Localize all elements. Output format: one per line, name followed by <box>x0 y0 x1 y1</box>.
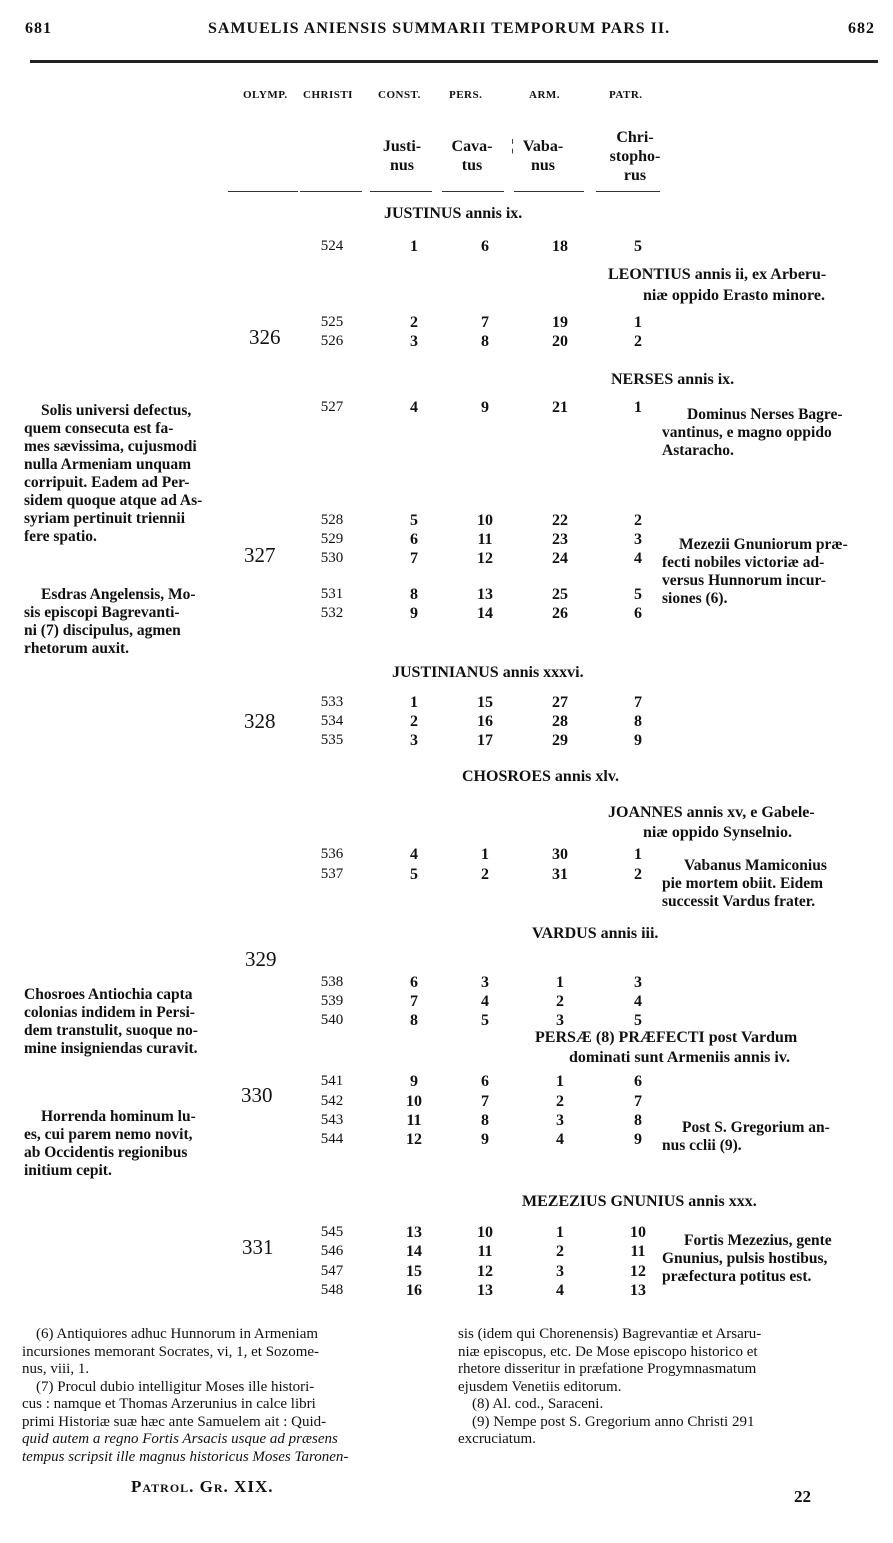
year-pers: 4 <box>481 993 489 1010</box>
year-const: 7 <box>410 993 418 1010</box>
year-const: 15 <box>406 1263 422 1280</box>
year-christi: 546 <box>320 1243 344 1259</box>
year-christi: 540 <box>320 1012 344 1028</box>
rule-const <box>370 191 432 192</box>
year-const: 9 <box>410 1073 418 1090</box>
year-const: 16 <box>406 1282 422 1299</box>
page-number-left: 681 <box>25 20 52 37</box>
footnotes-right: sis (idem qui Chorenensis) Bagrevantiæ et Arsaru- niæ episcopus, etc. De Mose episcopo historico et rhetore disseritur in præfatione Progymnasmatum ejusdem Venetiis editorum. (8) Al. cod., Saraceni. (9) Nempe post S. Gregorium anno Christi 291 excruciatum. <box>458 1326 762 1447</box>
year-arm: 2 <box>556 1243 564 1260</box>
year-pers: 9 <box>481 399 489 416</box>
year-const: 11 <box>406 1112 422 1129</box>
year-patr: 8 <box>634 713 642 730</box>
year-arm: 19 <box>552 314 568 331</box>
year-patr: 4 <box>634 993 642 1010</box>
year-arm: 26 <box>552 605 568 622</box>
year-patr: 9 <box>634 1131 642 1148</box>
year-arm: 3 <box>556 1112 564 1129</box>
year-christi: 538 <box>320 974 344 990</box>
year-arm: 1 <box>556 1224 564 1241</box>
year-pers: 12 <box>477 1263 493 1280</box>
sub-pers: Cava- tus <box>451 138 493 174</box>
year-const: 13 <box>406 1224 422 1241</box>
note-solis: Solis universi defectus, quem consecuta est fa- mes sævissima, cujusmodi nulla Armeniam unquam corripuit. Eadem ad Per- sidem quoque atque ad As- syriam pertinuit triennii fere spatio. <box>24 402 203 545</box>
year-pers: 7 <box>481 1093 489 1110</box>
running-title: SAMUELIS ANIENSIS SUMMARII TEMPORUM PARS II. <box>208 20 671 37</box>
year-pers: 3 <box>481 974 489 991</box>
olympiad-326: 326 <box>249 325 281 349</box>
olympiad-328: 328 <box>244 709 276 733</box>
sheet-number: 22 <box>794 1487 811 1506</box>
year-christi: 525 <box>320 314 344 330</box>
year-pers: 15 <box>477 694 493 711</box>
note-chosroes: Chosroes Antiochia capta colonias indidem in Persi- dem transtulit, suoque no- mine insigniendas curavit. <box>24 986 198 1057</box>
reign-leontius-1: LEONTIUS annis ii, ex Arberu- <box>608 266 827 283</box>
year-const: 6 <box>410 531 418 548</box>
year-arm: 4 <box>556 1282 564 1299</box>
year-christi: 535 <box>320 732 344 748</box>
year-christi: 544 <box>320 1131 344 1147</box>
reign-vardus: VARDUS annis iii. <box>532 925 659 942</box>
year-arm: 2 <box>556 1093 564 1110</box>
year-pers: 13 <box>477 586 493 603</box>
year-christi: 534 <box>320 713 344 729</box>
year-pers: 11 <box>477 531 493 548</box>
year-pers: 12 <box>477 550 493 567</box>
year-christi: 539 <box>320 993 344 1009</box>
col-const: CONST. <box>378 89 421 101</box>
year-patr: 10 <box>630 1224 646 1241</box>
year-arm: 18 <box>552 238 568 255</box>
year-pers: 5 <box>481 1012 489 1029</box>
year-christi: 541 <box>320 1073 344 1089</box>
year-patr: 13 <box>630 1282 646 1299</box>
year-patr: 8 <box>634 1112 642 1129</box>
sub-const: Justi- nus <box>382 138 422 174</box>
year-christi: 545 <box>320 1224 344 1240</box>
note-vabanus: Vabanus Mamiconius pie mortem obiit. Eidem successit Vardus frater. <box>662 857 827 910</box>
year-arm: 31 <box>552 866 568 883</box>
year-christi: 543 <box>320 1112 344 1128</box>
reign-persae-1: PERSÆ (8) PRÆFECTI post Vardum <box>535 1029 798 1046</box>
note-horrenda: Horrenda hominum lu- es, cui parem nemo novit, ab Occidentis regionibus initium cepit. <box>24 1108 196 1179</box>
year-patr: 7 <box>634 694 642 711</box>
year-pers: 8 <box>481 333 489 350</box>
year-pers: 10 <box>477 512 493 529</box>
year-arm: 1 <box>556 974 564 991</box>
olympiad-329: 329 <box>245 947 277 971</box>
year-const: 9 <box>410 605 418 622</box>
year-arm: 3 <box>556 1263 564 1280</box>
year-pers: 7 <box>481 314 489 331</box>
reign-leontius-2: niæ oppido Erasto minore. <box>643 287 825 304</box>
reign-justinianus: JUSTINIANUS annis xxxvi. <box>392 664 584 681</box>
year-patr: 5 <box>634 1012 642 1029</box>
col-arm: ARM. <box>529 89 561 101</box>
year-const: 14 <box>406 1243 422 1260</box>
year-christi: 524 <box>320 238 344 254</box>
year-patr: 3 <box>634 531 642 548</box>
year-christi: 531 <box>320 586 344 602</box>
year-const: 1 <box>410 694 418 711</box>
year-pers: 6 <box>481 238 489 255</box>
sub-arm: Vaba- nus <box>522 138 564 174</box>
year-arm: 4 <box>556 1131 564 1148</box>
year-patr: 2 <box>634 333 642 350</box>
year-arm: 28 <box>552 713 568 730</box>
reign-nerses: NERSES annis ix. <box>611 371 735 388</box>
year-pers: 14 <box>477 605 493 622</box>
year-christi: 528 <box>320 512 344 528</box>
rule-pers <box>442 191 504 192</box>
year-pers: 2 <box>481 866 489 883</box>
year-arm: 24 <box>552 550 568 567</box>
olympiad-331: 331 <box>242 1235 274 1259</box>
year-const: 2 <box>410 314 418 331</box>
year-christi: 536 <box>320 846 344 862</box>
year-patr: 2 <box>634 512 642 529</box>
year-patr: 3 <box>634 974 642 991</box>
year-patr: 5 <box>634 586 642 603</box>
year-const: 5 <box>410 512 418 529</box>
year-christi: 533 <box>320 694 344 710</box>
header-rule <box>30 60 878 63</box>
reign-persae-2: dominati sunt Armeniis annis iv. <box>569 1049 790 1066</box>
year-christi: 542 <box>320 1093 344 1109</box>
note-fortis: Fortis Mezezius, gente Gnunius, pulsis hostibus, præfectura potitus est. <box>662 1232 832 1285</box>
year-const: 6 <box>410 974 418 991</box>
year-pers: 9 <box>481 1131 489 1148</box>
rule-patr <box>596 191 660 192</box>
year-pers: 6 <box>481 1073 489 1090</box>
year-christi: 547 <box>320 1263 344 1279</box>
year-arm: 30 <box>552 846 568 863</box>
footnotes-left: (6) Antiquiores adhuc Hunnorum in Armeniam incursiones memorant Socrates, vi, 1, et Sozome- nus, viii, 1. (7) Procul dubio intelligitur Moses ille histori- cus : namque et Thomas Arzerunius in calce libri primi Historiæ suæ hæc ante Samuelem ait : Quid- quid autem a regno Fortis Arsacis usque ad præsens tempus scripsit ille magnus historicus Moses Taronen- <box>22 1326 349 1465</box>
patrol-signature: Patrol. Gr. XIX. <box>131 1477 274 1496</box>
rule-arm <box>514 191 584 192</box>
year-const: 8 <box>410 586 418 603</box>
year-arm: 23 <box>552 531 568 548</box>
olympiad-327: 327 <box>244 543 276 567</box>
col-olymp: OLYMP. <box>243 89 288 101</box>
year-const: 8 <box>410 1012 418 1029</box>
rule-christi <box>300 191 362 192</box>
year-arm: 1 <box>556 1073 564 1090</box>
year-arm: 3 <box>556 1012 564 1029</box>
year-arm: 29 <box>552 732 568 749</box>
note-dominus: Dominus Nerses Bagre- vantinus, e magno oppido Astaracho. <box>662 406 843 459</box>
year-patr: 1 <box>634 314 642 331</box>
year-patr: 1 <box>634 399 642 416</box>
year-patr: 6 <box>634 605 642 622</box>
year-const: 3 <box>410 732 418 749</box>
year-pers: 10 <box>477 1224 493 1241</box>
col-christi: CHRISTI <box>303 89 353 101</box>
note-mezezii: Mezezii Gnuniorum præ- fecti nobiles victoriæ ad- versus Hunnorum incur- siones (6). <box>662 536 848 607</box>
year-const: 5 <box>410 866 418 883</box>
year-const: 2 <box>410 713 418 730</box>
col-patr: PATR. <box>609 89 643 101</box>
year-arm: 20 <box>552 333 568 350</box>
year-patr: 7 <box>634 1093 642 1110</box>
sub-divider: ¦ <box>511 137 515 154</box>
olympiad-330: 330 <box>241 1083 273 1107</box>
year-christi: 537 <box>320 866 344 882</box>
year-christi: 527 <box>320 399 344 415</box>
col-pers: PERS. <box>449 89 483 101</box>
reign-joannes-2: niæ oppido Synselnio. <box>643 824 792 841</box>
year-patr: 4 <box>634 550 642 567</box>
year-patr: 2 <box>634 866 642 883</box>
year-const: 3 <box>410 333 418 350</box>
year-pers: 17 <box>477 732 493 749</box>
year-const: 10 <box>406 1093 422 1110</box>
year-const: 4 <box>410 399 418 416</box>
year-const: 12 <box>406 1131 422 1148</box>
reign-justinus: JUSTINUS annis ix. <box>384 205 523 222</box>
year-christi: 532 <box>320 605 344 621</box>
year-pers: 1 <box>481 846 489 863</box>
year-pers: 8 <box>481 1112 489 1129</box>
reign-mezezius: MEZEZIUS GNUNIUS annis xxx. <box>522 1193 757 1210</box>
year-patr: 11 <box>630 1243 646 1260</box>
year-christi: 529 <box>320 531 344 547</box>
year-arm: 25 <box>552 586 568 603</box>
year-arm: 22 <box>552 512 568 529</box>
year-arm: 27 <box>552 694 568 711</box>
year-pers: 13 <box>477 1282 493 1299</box>
year-arm: 2 <box>556 993 564 1010</box>
year-const: 7 <box>410 550 418 567</box>
year-patr: 12 <box>630 1263 646 1280</box>
note-esdras: Esdras Angelensis, Mo- sis episcopi Bagrevanti- ni (7) discipulus, agmen rhetorum auxit. <box>24 586 196 657</box>
year-christi: 526 <box>320 333 344 349</box>
rule-olymp <box>228 191 298 192</box>
year-const: 1 <box>410 238 418 255</box>
year-patr: 9 <box>634 732 642 749</box>
reign-chosroes: CHOSROES annis xlv. <box>462 768 619 785</box>
year-pers: 11 <box>477 1243 493 1260</box>
sub-patr: Chri- stopho- rus <box>609 129 661 184</box>
year-patr: 1 <box>634 846 642 863</box>
page-number-right: 682 <box>848 20 875 37</box>
reign-joannes-1: JOANNES annis xv, e Gabele- <box>608 804 815 821</box>
year-pers: 16 <box>477 713 493 730</box>
year-patr: 6 <box>634 1073 642 1090</box>
note-gregorium: Post S. Gregorium an- nus cclii (9). <box>662 1119 830 1154</box>
year-const: 4 <box>410 846 418 863</box>
year-patr: 5 <box>634 238 642 255</box>
year-arm: 21 <box>552 399 568 416</box>
year-christi: 530 <box>320 550 344 566</box>
year-christi: 548 <box>320 1282 344 1298</box>
